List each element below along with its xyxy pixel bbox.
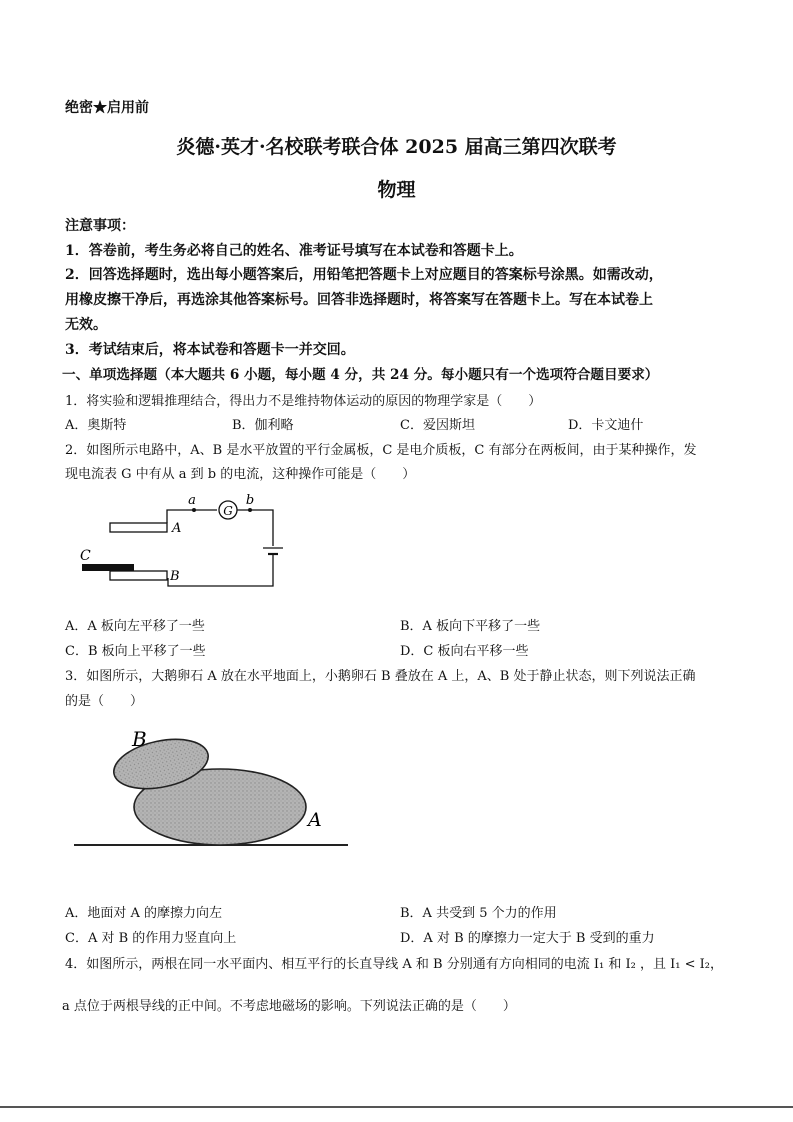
q4-stem-line-1: 4．如图所示，两根在同一水平面内、相互平行的长直导线 A 和 B 分别通有方向相同的电流 I₁ 和 I₂ ，且 I₁ < I₂， xyxy=(65,957,723,972)
page-bottom-rule xyxy=(0,1106,793,1108)
note-item-2-line-2: 用橡皮擦干净后，再选涂其他答案标号。回答非选择题时，将答案写在答题卡上。写在本试卷上 xyxy=(65,292,653,308)
q2-plate-a xyxy=(110,523,167,532)
q3-option-d: D．A 对 B 的摩擦力一定大于 B 受到的重力 xyxy=(400,931,655,946)
section-1-heading: 一、单项选择题（本大题共 6 小题，每小题 4 分，共 24 分。每小题只有一个选项符合题目要求） xyxy=(62,367,659,383)
q4-stem-line-2: a 点位于两根导线的正中间。不考虑地磁场的影响。下列说法正确的是（ ） xyxy=(62,999,516,1014)
q2-label-plate-b: B xyxy=(170,569,180,584)
q2-label-c: C xyxy=(80,548,91,564)
note-item-2-line-1: 2．回答选择题时，选出每小题答案后，用铅笔把答题卡上对应题目的答案标号涂黑。如需改动， xyxy=(65,267,663,283)
q2-plate-b xyxy=(110,571,167,580)
secret-mark: 绝密★启用前 xyxy=(65,100,149,116)
q2-label-plate-a: A xyxy=(172,521,182,536)
q3-option-b: B．A 共受到 5 个力的作用 xyxy=(400,906,557,921)
q2-option-b: B．A 板向下平移了一些 xyxy=(400,619,541,634)
q3-option-c: C．A 对 B 的作用力竖直向上 xyxy=(65,931,237,946)
q3-stem-line-1: 3．如图所示，大鹅卵石 A 放在水平地面上，小鹅卵石 B 叠放在 A 上，A、B 处于静止状态，则下列说法正确 xyxy=(65,669,696,684)
q2-wire-top-right xyxy=(237,510,273,546)
q2-label-a: a xyxy=(188,493,196,508)
q2-stem-line-2: 现电流表 G 中有从 a 到 b 的电流，这种操作可能是（ ） xyxy=(65,467,416,482)
q1-option-b: B．伽利略 xyxy=(232,418,294,433)
q3-option-a: A．地面对 A 的摩擦力向左 xyxy=(65,906,223,921)
q1-option-d: D．卡文迪什 xyxy=(568,418,644,433)
q1-option-c: C．爱因斯坦 xyxy=(400,418,475,433)
q2-option-a: A．A 板向左平移了一些 xyxy=(65,619,205,634)
q2-label-g: G xyxy=(223,504,233,518)
q2-option-d: D．C 板向右平移一些 xyxy=(400,644,529,659)
q2-option-c: C．B 板向上平移了一些 xyxy=(65,644,206,659)
q2-point-a xyxy=(192,508,196,512)
notes-heading: 注意事项： xyxy=(65,218,135,234)
q2-dielectric-c xyxy=(82,564,134,571)
note-item-2-line-3: 无效。 xyxy=(65,317,107,333)
note-item-1: 1．答卷前，考生务必将自己的姓名、准考证号填写在本试卷和答题卡上。 xyxy=(65,243,523,259)
q2-circuit-figure xyxy=(70,488,300,608)
q2-label-b: b xyxy=(245,493,255,508)
subject-title: 物理 xyxy=(377,179,416,201)
q1-option-a: A．奥斯特 xyxy=(65,418,127,433)
q2-point-b xyxy=(248,508,252,512)
note-item-3: 3．考试结束后，将本试卷和答题卡一并交回。 xyxy=(65,342,355,358)
q3-label-b: B xyxy=(132,727,147,751)
q3-pebbles-figure xyxy=(70,722,355,852)
q3-stem-line-2: 的是（ ） xyxy=(65,694,144,709)
q1-stem: 1．将实验和逻辑推理结合，得出力不是维持物体运动的原因的物理学家是（ ） xyxy=(65,394,542,409)
q3-label-a: A xyxy=(308,809,322,831)
exam-title: 炎德·英才·名校联考联合体 2025 届高三第四次联考 xyxy=(176,136,617,158)
q2-stem-line-1: 2．如图所示电路中，A、B 是水平放置的平行金属板，C 是电介质板，C 有部分在两板间，由于某种操作，发 xyxy=(65,443,697,458)
q2-wire-bottom xyxy=(168,554,273,586)
